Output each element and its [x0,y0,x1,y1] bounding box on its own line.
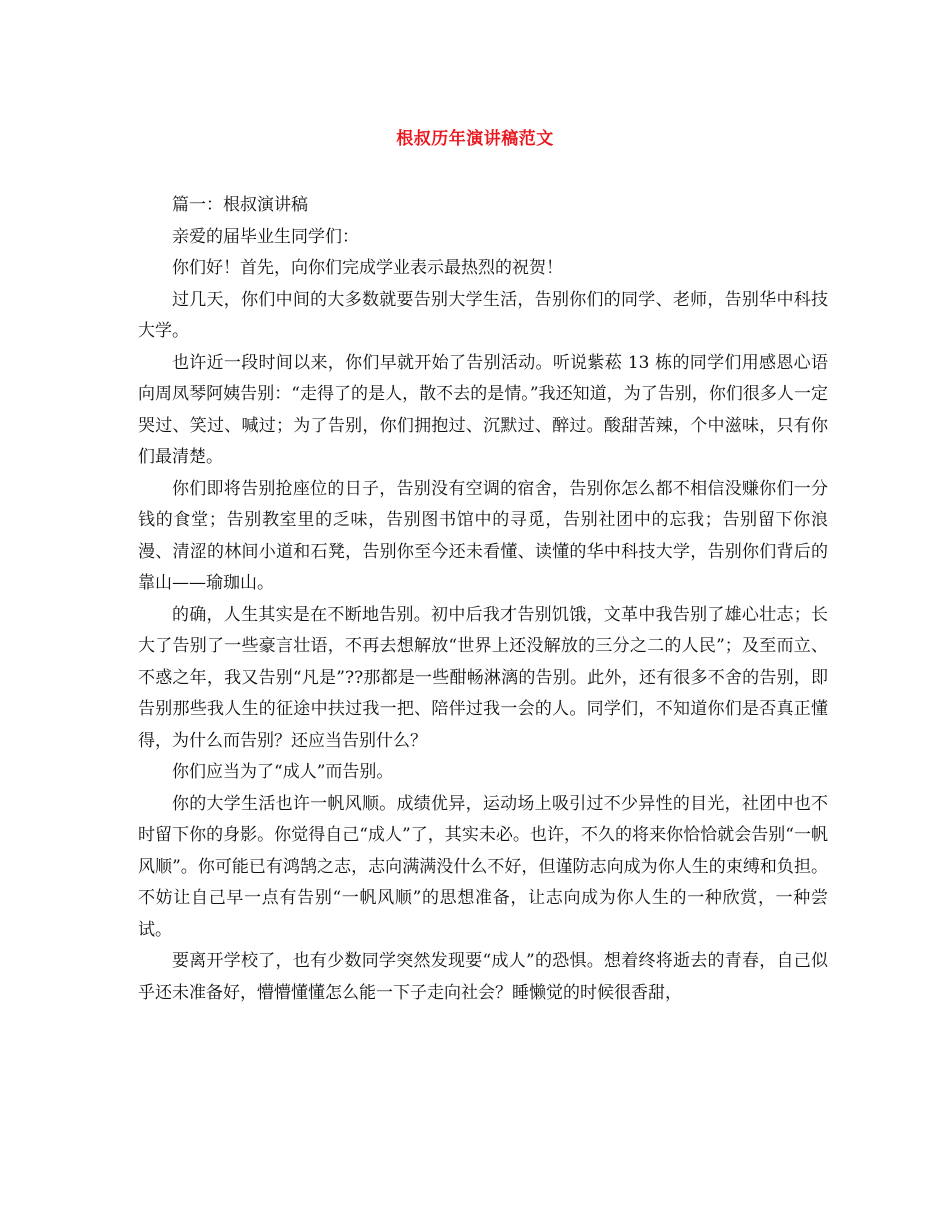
paragraph: 你们应当为了“成人”而告别。 [172,762,394,782]
paragraph: 篇一：根叔演讲稿 [172,195,308,215]
paragraph: 也许近一段时间以来，你们早就开始了告别活动。听说紫菘 13 栋的同学们用感恩心语向周凤琴阿姨告别：“走得了的是人，散不去的是情。”我还知道，为了告别，你们很多人一定哭过、笑过、喊过；为了告别，你们拥抱过、沉默过、醉过。酸甜苦辣，个中滋味，只有你们最清楚。 [138,352,828,467]
paragraph: 的确，人生其实是在不断地告别。初中后我才告别饥饿，文革中我告别了雄心壮志；长大了告别了一些豪言壮语，不再去想解放“世界上还没解放的三分之二的人民”；及至而立、不惑之年，我又告别“凡是”??那都是一些酣畅淋漓的告别。此外，还有很多不舍的告别，即告别那些我人生的征途中扶过我一把、陪伴过我一会的人。同学们，不知道你们是否真正懂得，为什么而告别？还应当告别什么？ [138,604,828,751]
paragraph: 过几天，你们中间的大多数就要告别大学生活，告别你们的同学、老师，告别华中科技大学。 [138,289,828,341]
paragraph: 亲爱的届毕业生同学们： [172,226,359,247]
paragraph: 你的大学生活也许一帆风顺。成绩优异，运动场上吸引过不少异性的目光，社团中也不时留下你的身影。你觉得自己“成人”了，其实未必。也许，不久的将来你恰恰就会告别“一帆风顺”。你可能已有鸿鹄之志，志向满满没什么不好，但谨防志向成为你人生的束缚和负担。不妨让自己早一点有告别“一帆风顺”的思想准备，让志向成为你人生的一种欣赏，一种尝试。 [138,793,828,940]
paragraph: 你们即将告别抢座位的日子，告别没有空调的宿舍，告别你怎么都不相信没赚你们一分钱的食堂；告别教室里的乏味，告别图书馆中的寻觅，告别社团中的忘我；告别留下你浪漫、清涩的林间小道和石凳，告别你至今还未看懂、读懂的华中科技大学，告别你们背后的靠山——瑜珈山。 [138,478,828,593]
document-title: 根叔历年演讲稿范文 [396,129,554,149]
document-body [138,190,828,1009]
paragraph: 你们好！首先，向你们完成学业表示最热烈的祝贺！ [172,258,563,278]
paragraph: 要离开学校了，也有少数同学突然发现要“成人”的恐惧。想着终将逝去的青春，自己似乎还未准备好，懵懵懂懂怎么能一下子走向社会？睡懒觉的时候很香甜， [138,951,828,1003]
